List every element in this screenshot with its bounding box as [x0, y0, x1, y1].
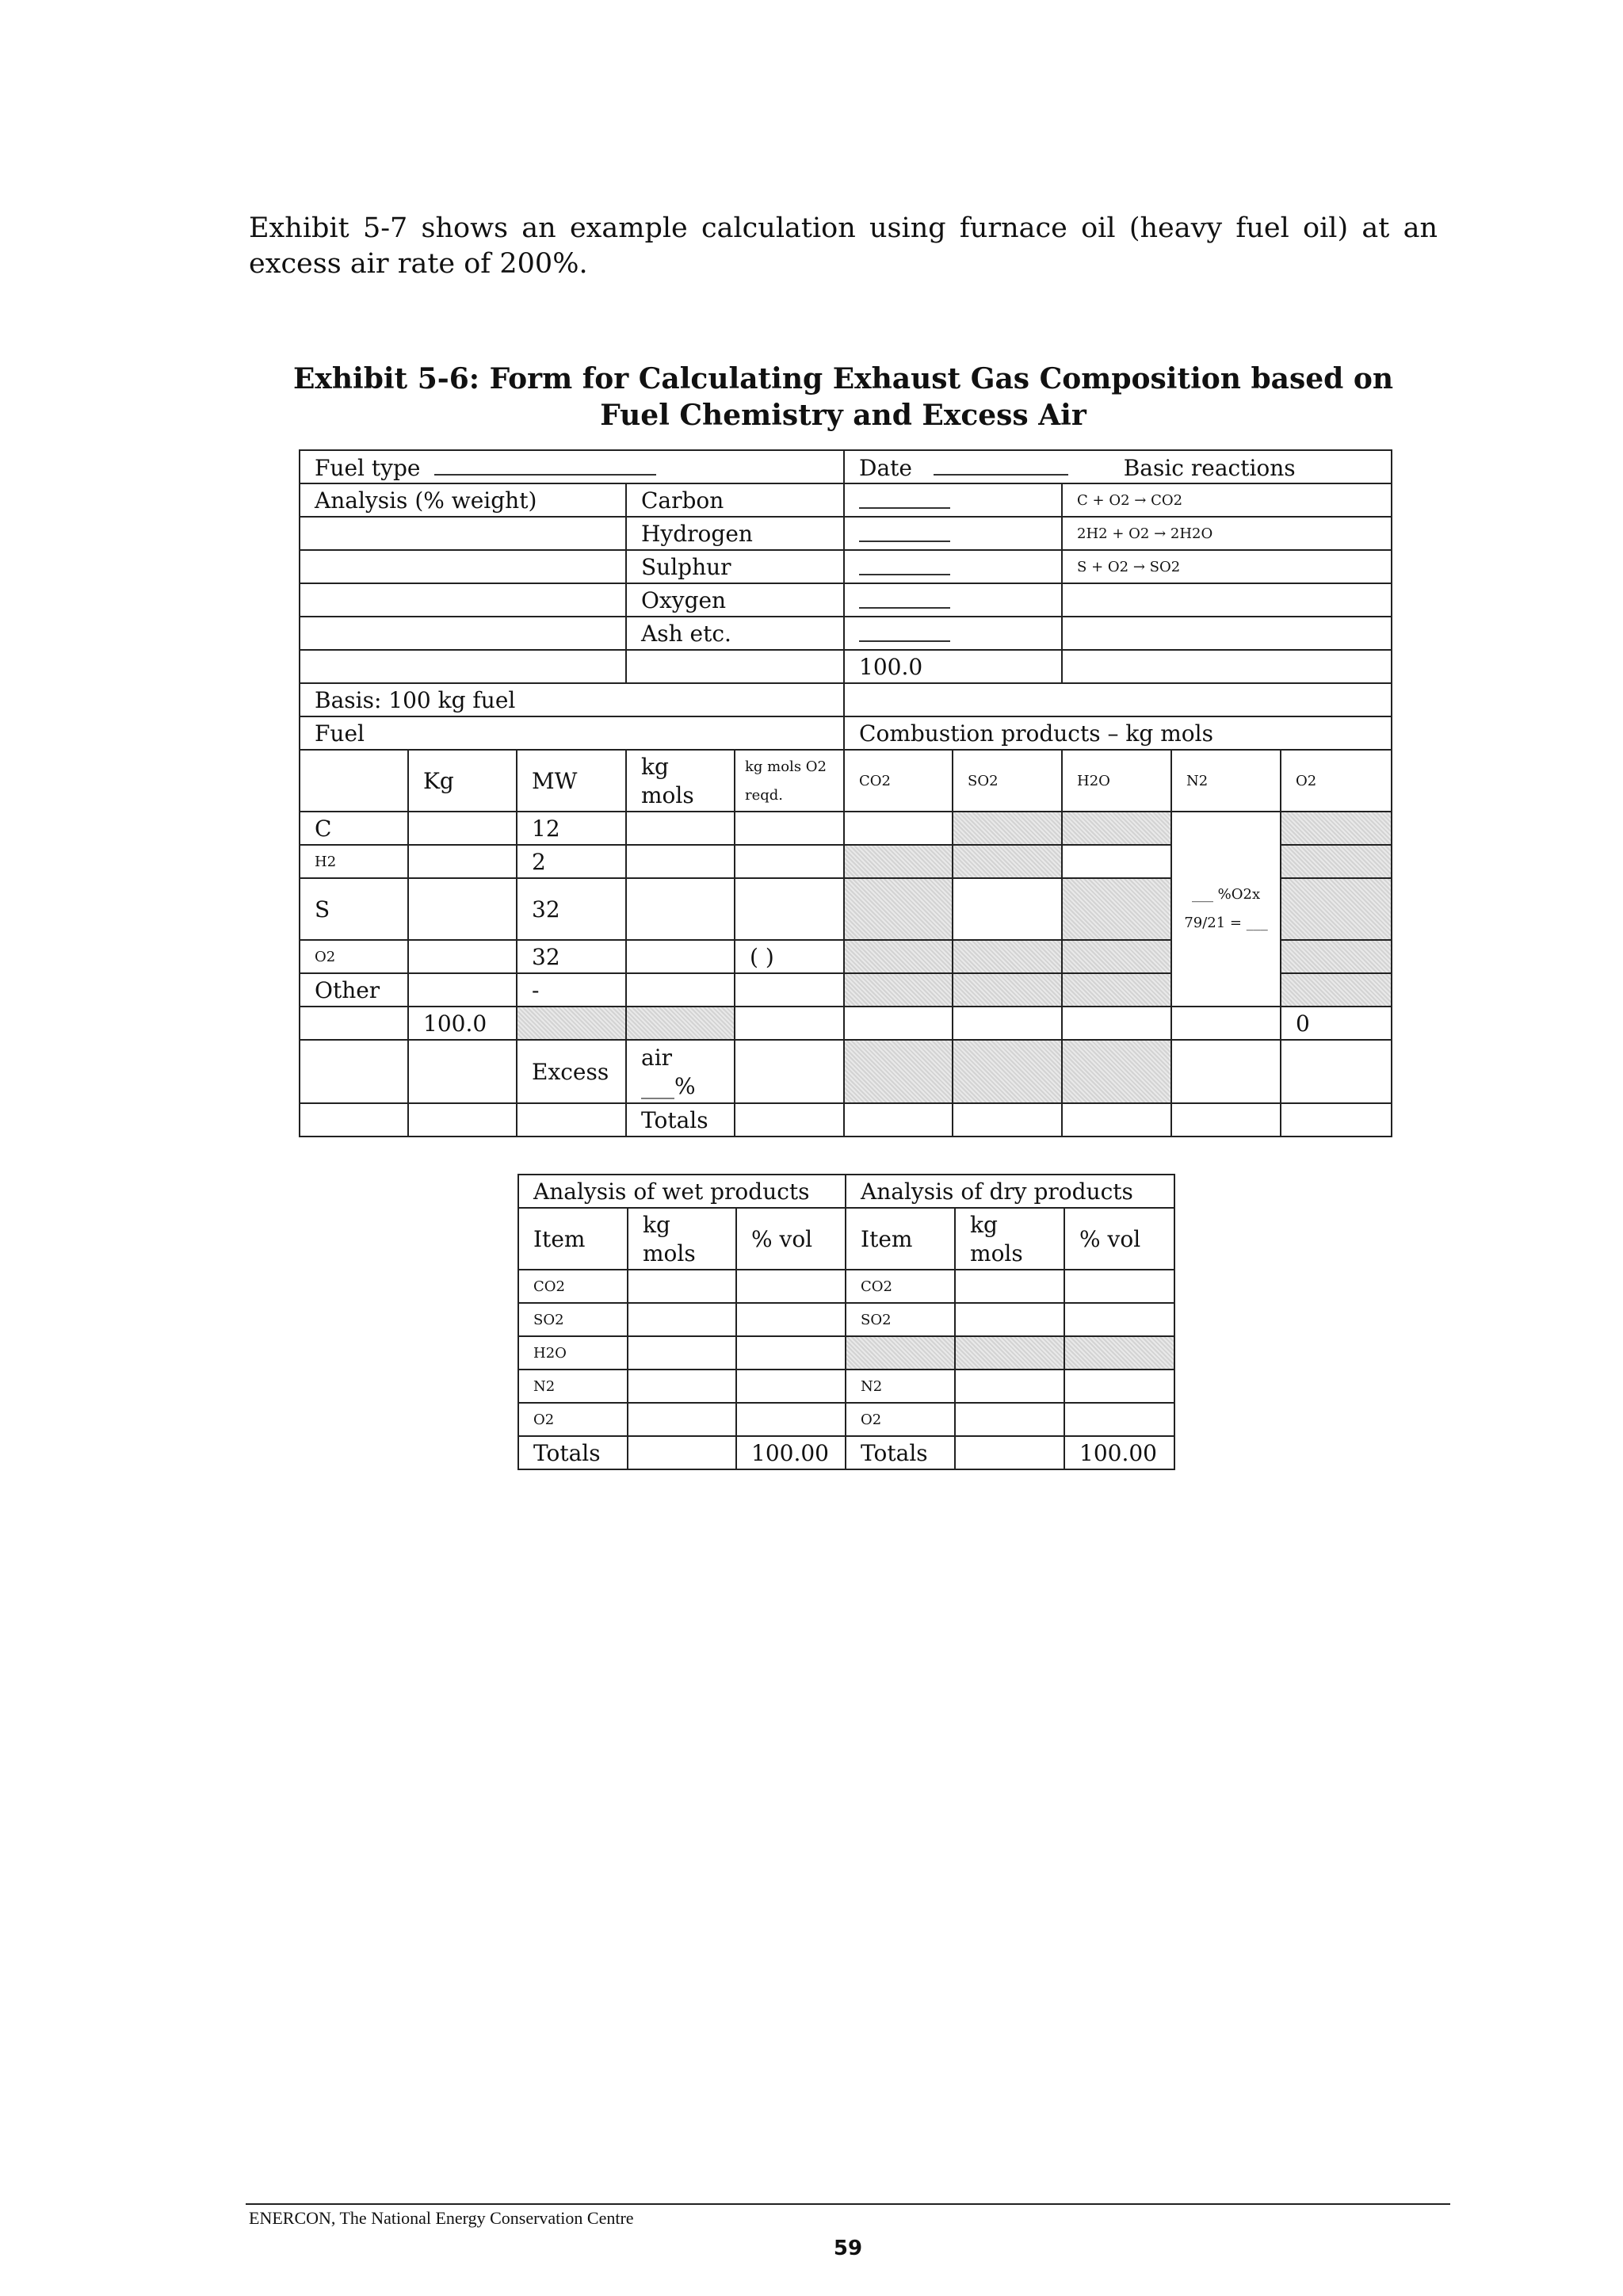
- analysis-row-sulphur: [300, 550, 1392, 583]
- row-label-other: Other: [300, 973, 408, 1007]
- o2-reqd-bracket: ( ): [735, 940, 844, 973]
- shaded-cell: [1281, 878, 1392, 940]
- product-row-n2: [518, 1370, 1174, 1403]
- shaded-cell: [1062, 940, 1171, 973]
- shaded-cell: [1062, 973, 1171, 1007]
- wet-totals-label: Totals: [518, 1436, 628, 1469]
- totals-label: Totals: [626, 1103, 735, 1137]
- shaded-cell: [1281, 973, 1392, 1007]
- analysis-label: Analysis (% weight): [300, 483, 626, 517]
- n2-formula-note: ___ %O2x 79/21 = ___: [1171, 812, 1281, 1007]
- date-blank: [934, 455, 1068, 476]
- wet-item-n2: N2: [518, 1370, 628, 1403]
- analysis-row-carbon: [300, 483, 1392, 517]
- shaded-cell: [1062, 812, 1171, 845]
- product-row-o2: [518, 1403, 1174, 1436]
- date-cell: Date Basic reactions: [844, 450, 1392, 483]
- dry-totals-label: Totals: [846, 1436, 955, 1469]
- dry-item-o2: O2: [846, 1403, 955, 1436]
- reaction-carbon: C + O2 → CO2: [1062, 483, 1392, 517]
- analysis-row-hydrogen: [300, 517, 1392, 550]
- air-percent-label: air ___%: [626, 1040, 735, 1103]
- page-number: 59: [833, 2237, 863, 2260]
- shaded-cell: [1281, 845, 1392, 878]
- column-header-row: [300, 750, 1392, 812]
- mw-h2: 2: [517, 845, 626, 878]
- element-sulphur: Sulphur: [626, 550, 844, 583]
- row-c: [300, 812, 1392, 845]
- element-hydrogen: Hydrogen: [626, 517, 844, 550]
- wet-vol-header: % vol: [736, 1208, 846, 1270]
- shaded-cell: [626, 1007, 735, 1040]
- totals-row: [300, 1103, 1392, 1137]
- reaction-hydrogen: 2H2 + O2 → 2H2O: [1062, 517, 1392, 550]
- header-row: [300, 450, 1392, 483]
- wet-item-so2: SO2: [518, 1303, 628, 1336]
- dry-vol-header: % vol: [1064, 1208, 1174, 1270]
- products-analysis-table: [517, 1174, 1175, 1470]
- row-label-o2: O2: [300, 940, 408, 973]
- exhibit-caption: [249, 361, 1438, 434]
- element-ash: Ash etc.: [626, 617, 844, 650]
- analysis-row-ash: [300, 617, 1392, 650]
- basis-label: Basis: 100 kg fuel: [300, 683, 844, 716]
- col-mw: MW: [517, 750, 626, 812]
- dry-kg-mols-header: kg mols: [955, 1208, 1064, 1270]
- dry-item-n2: N2: [846, 1370, 955, 1403]
- mw-o2: 32: [517, 940, 626, 973]
- shaded-cell: [846, 1336, 955, 1370]
- element-carbon: Carbon: [626, 483, 844, 517]
- reaction-sulphur: S + O2 → SO2: [1062, 550, 1392, 583]
- wet-item-h2o: H2O: [518, 1336, 628, 1370]
- basis-row: [300, 683, 1392, 716]
- caption-line-1: Exhibit 5-6: Form for Calculating Exhaust Gas Composition based on: [292, 362, 1394, 395]
- product-row-co2: [518, 1270, 1174, 1303]
- shaded-cell: [844, 940, 953, 973]
- wet-kg-mols-header: kg mols: [628, 1208, 736, 1270]
- caption-line-2: Fuel Chemistry and Excess Air: [600, 399, 1086, 432]
- fuel-label: Fuel: [300, 716, 844, 750]
- col-kg: Kg: [408, 750, 517, 812]
- col-co2: CO2: [844, 750, 953, 812]
- row-label-h2: H2: [300, 845, 408, 878]
- wet-item-co2: CO2: [518, 1270, 628, 1303]
- excess-air-row: [300, 1040, 1392, 1103]
- excess-label: Excess: [517, 1040, 626, 1103]
- element-oxygen: Oxygen: [626, 583, 844, 617]
- mw-c: 12: [517, 812, 626, 845]
- col-o2: O2: [1281, 750, 1392, 812]
- exhaust-gas-form: [299, 449, 1392, 1137]
- analysis-total: 100.0: [844, 650, 1062, 683]
- col-h2o: H2O: [1062, 750, 1171, 812]
- shaded-cell: [1281, 940, 1392, 973]
- mw-s: 32: [517, 878, 626, 940]
- section-header-row: [300, 716, 1392, 750]
- shaded-cell: [844, 845, 953, 878]
- shaded-cell: [955, 1336, 1064, 1370]
- shaded-cell: [1064, 1336, 1174, 1370]
- total-o2: 0: [1281, 1007, 1392, 1040]
- wet-total-vol: 100.00: [736, 1436, 846, 1469]
- shaded-cell: [844, 878, 953, 940]
- fuel-type-cell: Fuel type: [300, 450, 844, 483]
- dry-total-vol: 100.00: [1064, 1436, 1174, 1469]
- mw-other: -: [517, 973, 626, 1007]
- total-kg: 100.0: [408, 1007, 517, 1040]
- wet-products-header: Analysis of wet products: [518, 1175, 846, 1208]
- shaded-cell: [1062, 878, 1171, 940]
- combustion-products-label: Combustion products – kg mols: [844, 716, 1392, 750]
- product-row-h2o: [518, 1336, 1174, 1370]
- shaded-cell: [953, 940, 1062, 973]
- fuel-type-blank: [434, 455, 656, 476]
- dry-item-co2: CO2: [846, 1270, 955, 1303]
- shaded-cell: [953, 1040, 1062, 1103]
- products-column-row: [518, 1208, 1174, 1270]
- dry-item-header: Item: [846, 1208, 955, 1270]
- shaded-cell: [953, 973, 1062, 1007]
- col-kg-mols-o2-reqd: kg mols O2 reqd.: [735, 750, 844, 812]
- intro-paragraph: Exhibit 5-7 shows an example calculation using furnace oil (heavy fuel oil) at an excess air rate of 200%.: [249, 212, 1438, 280]
- product-row-so2: [518, 1303, 1174, 1336]
- dry-item-so2: SO2: [846, 1303, 955, 1336]
- shaded-cell: [953, 812, 1062, 845]
- col-n2: N2: [1171, 750, 1281, 812]
- analysis-total-row: [300, 650, 1392, 683]
- shaded-cell: [517, 1007, 626, 1040]
- fuel-total-row: [300, 1007, 1392, 1040]
- dry-products-header: Analysis of dry products: [846, 1175, 1174, 1208]
- shaded-cell: [1281, 812, 1392, 845]
- col-kg-mols: kg mols: [626, 750, 735, 812]
- products-header-row: [518, 1175, 1174, 1208]
- row-label-c: C: [300, 812, 408, 845]
- footer-org: ENERCON, The National Energy Conservation Centre: [249, 2208, 634, 2228]
- col-so2: SO2: [953, 750, 1062, 812]
- shaded-cell: [844, 1040, 953, 1103]
- footer-divider: [246, 2203, 1450, 2205]
- wet-item-o2: O2: [518, 1403, 628, 1436]
- shaded-cell: [1062, 1040, 1171, 1103]
- analysis-row-oxygen: [300, 583, 1392, 617]
- products-totals-row: [518, 1436, 1174, 1469]
- shaded-cell: [953, 845, 1062, 878]
- row-label-s: S: [300, 878, 408, 940]
- wet-item-header: Item: [518, 1208, 628, 1270]
- shaded-cell: [844, 973, 953, 1007]
- basic-reactions-label: Basic reactions: [1123, 454, 1296, 481]
